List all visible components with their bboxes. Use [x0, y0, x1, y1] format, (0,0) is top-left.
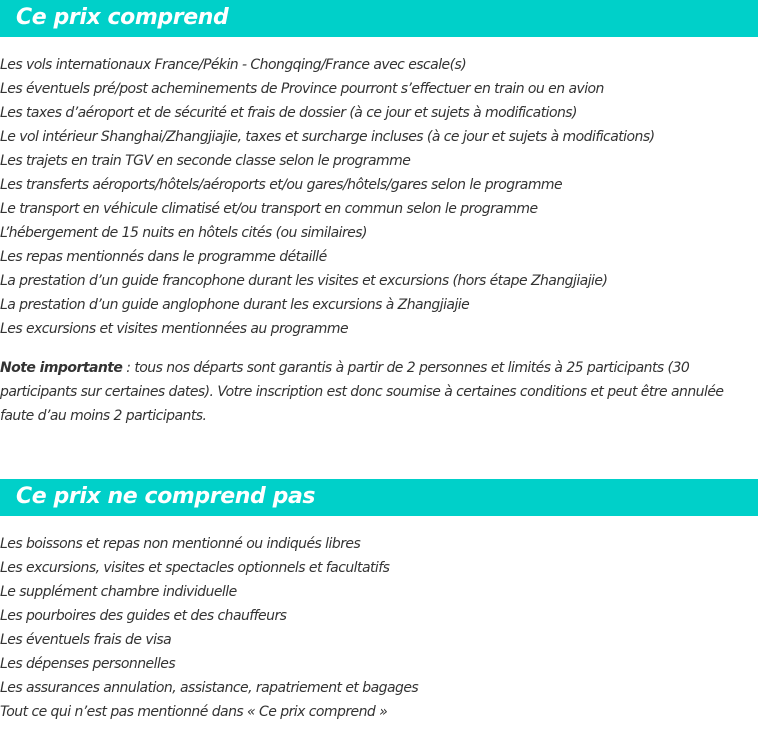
- excluded-item: Le supplément chambre individuelle: [0, 584, 237, 600]
- included-item: Les trajets en train TGV en seconde classe selon le programme: [0, 153, 411, 169]
- excluded-list: [0, 532, 418, 724]
- included-item: Les excursions et visites mentionnées au programme: [0, 321, 349, 337]
- excluded-item: Les assurances annulation, assistance, rapatriement et bagages: [0, 680, 419, 696]
- included-item: Le vol intérieur Shanghai/Zhangjiajie, taxes et surcharge incluses (à ce jour et sujets à modifications): [0, 129, 655, 145]
- excluded-item: Les pourboires des guides et des chauffeurs: [0, 608, 287, 624]
- included-item: Les taxes d’aéroport et de sécurité et frais de dossier (à ce jour et sujets à modifications): [0, 105, 577, 121]
- included-item: La prestation d’un guide francophone durant les visites et excursions (hors étape Zhangjiajie): [0, 273, 608, 289]
- excluded-item: Les boissons et repas non mentionné ou indiqués libres: [0, 536, 361, 552]
- included-item: Les vols internationaux France/Pékin - Chongqing/France avec escale(s): [0, 57, 467, 73]
- included-section-title: Ce prix comprend: [16, 5, 229, 30]
- included-item: Le transport en véhicule climatisé et/ou transport en commun selon le programme: [0, 201, 538, 217]
- excluded-item: Tout ce qui n’est pas mentionné dans « Ce prix comprend »: [0, 704, 388, 720]
- included-item: La prestation d’un guide anglophone durant les excursions à Zhangjiajie: [0, 297, 470, 313]
- included-list: [0, 53, 655, 341]
- included-item: Les transferts aéroports/hôtels/aéroports et/ou gares/hôtels/gares selon le programme: [0, 177, 563, 193]
- important-note: [0, 356, 758, 428]
- included-section-header: [0, 0, 758, 37]
- important-note-text: : tous nos départs sont garantis à partir de 2 personnes et limités à 25 participants (30 participants sur certaines dates). Votre inscription est donc soumise à certaines conditions et peut être annulée faute d’au moins 2 participants.: [0, 360, 724, 424]
- excluded-item: Les excursions, visites et spectacles optionnels et facultatifs: [0, 560, 390, 576]
- important-note-label: Note importante: [0, 360, 123, 376]
- included-item: Les repas mentionnés dans le programme détaillé: [0, 249, 327, 265]
- included-item: L’hébergement de 15 nuits en hôtels cités (ou similaires): [0, 225, 367, 241]
- excluded-item: Les éventuels frais de visa: [0, 632, 172, 648]
- included-item: Les éventuels pré/post acheminements de Province pourront s’effectuer en train ou en avion: [0, 81, 604, 97]
- excluded-item: Les dépenses personnelles: [0, 656, 176, 672]
- excluded-section-header: [0, 479, 758, 516]
- excluded-section-title: Ce prix ne comprend pas: [16, 484, 316, 509]
